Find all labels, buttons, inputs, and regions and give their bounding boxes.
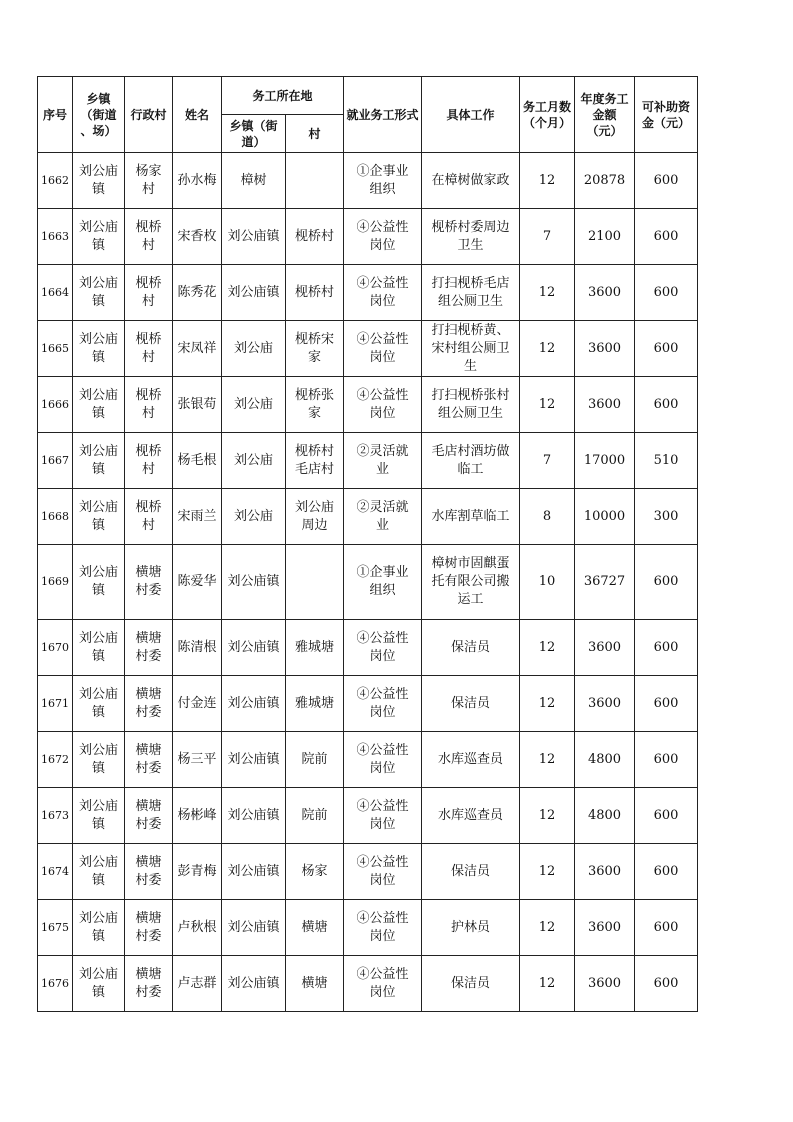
cell-seq: 1673 [38,788,73,844]
cell-job: 毛店村酒坊做 临工 [422,433,520,489]
cell-subsidy: 600 [635,545,698,620]
cell-name: 宋雨兰 [173,489,222,545]
cell-name: 卢志群 [173,956,222,1012]
cell-subsidy: 600 [635,788,698,844]
cell-loc-town: 刘公庙镇 [222,545,286,620]
cell-town: 刘公庙 镇 [73,209,125,265]
cell-loc-village: 枧桥村 毛店村 [286,433,344,489]
cell-amount: 3600 [575,321,635,377]
cell-name: 杨毛根 [173,433,222,489]
cell-job: 打扫枧桥黄、 宋村组公厕卫 生 [422,321,520,377]
table-row [38,545,698,620]
cell-subsidy: 600 [635,265,698,321]
cell-town: 刘公庙 镇 [73,321,125,377]
cell-amount: 4800 [575,732,635,788]
cell-village: 横塘 村委 [125,788,173,844]
cell-amount: 17000 [575,433,635,489]
cell-amount: 36727 [575,545,635,620]
cell-seq: 1667 [38,433,73,489]
cell-amount: 3600 [575,265,635,321]
cell-loc-town: 刘公庙镇 [222,788,286,844]
cell-job: 水库割草临工 [422,489,520,545]
cell-subsidy: 600 [635,956,698,1012]
cell-seq: 1671 [38,676,73,732]
cell-town: 刘公庙 镇 [73,732,125,788]
table-row [38,620,698,676]
cell-subsidy: 510 [635,433,698,489]
cell-job: 保洁员 [422,956,520,1012]
cell-loc-village [286,545,344,620]
cell-village: 横塘 村委 [125,956,173,1012]
cell-loc-village: 雅城塘 [286,620,344,676]
cell-subsidy: 300 [635,489,698,545]
cell-subsidy: 600 [635,676,698,732]
cell-seq: 1666 [38,377,73,433]
header-form: 就业务工形式 [344,77,422,153]
cell-loc-town: 刘公庙镇 [222,620,286,676]
cell-amount: 2100 [575,209,635,265]
cell-amount: 3600 [575,956,635,1012]
cell-job: 打扫枧桥张村 组公厕卫生 [422,377,520,433]
header-name: 姓名 [173,77,222,153]
cell-village: 横塘 村委 [125,732,173,788]
cell-town: 刘公庙 镇 [73,788,125,844]
cell-months: 12 [520,265,575,321]
cell-subsidy: 600 [635,732,698,788]
table-row [38,377,698,433]
cell-form: ④公益性 岗位 [344,620,422,676]
cell-name: 陈清根 [173,620,222,676]
cell-amount: 10000 [575,489,635,545]
cell-job: 保洁员 [422,676,520,732]
table-row [38,433,698,489]
header-subsidy: 可补助资 金（元） [635,77,698,153]
cell-village: 横塘 村委 [125,900,173,956]
cell-form: ④公益性 岗位 [344,956,422,1012]
cell-loc-village: 雅城塘 [286,676,344,732]
cell-subsidy: 600 [635,900,698,956]
cell-town: 刘公庙 镇 [73,489,125,545]
cell-loc-town: 刘公庙镇 [222,676,286,732]
cell-job: 在樟树做家政 [422,153,520,209]
cell-loc-village: 院前 [286,788,344,844]
header-work-location: 务工所在地 [222,77,344,115]
cell-village: 枧桥 村 [125,489,173,545]
cell-subsidy: 600 [635,321,698,377]
cell-name: 杨彬峰 [173,788,222,844]
cell-loc-village: 枧桥村 [286,265,344,321]
cell-loc-town: 刘公庙镇 [222,209,286,265]
cell-seq: 1672 [38,732,73,788]
cell-loc-village: 横塘 [286,900,344,956]
cell-form: ④公益性 岗位 [344,844,422,900]
table-row [38,732,698,788]
cell-village: 枧桥 村 [125,209,173,265]
cell-town: 刘公庙 镇 [73,900,125,956]
cell-town: 刘公庙 镇 [73,676,125,732]
cell-town: 刘公庙 镇 [73,265,125,321]
header-amount: 年度务工 金额 （元） [575,77,635,153]
cell-town: 刘公庙 镇 [73,956,125,1012]
cell-subsidy: 600 [635,844,698,900]
cell-loc-village: 横塘 [286,956,344,1012]
cell-subsidy: 600 [635,209,698,265]
cell-name: 陈爱华 [173,545,222,620]
cell-village: 杨家 村 [125,153,173,209]
cell-village: 枧桥 村 [125,321,173,377]
cell-town: 刘公庙 镇 [73,844,125,900]
cell-seq: 1669 [38,545,73,620]
cell-town: 刘公庙 镇 [73,545,125,620]
cell-months: 12 [520,377,575,433]
cell-subsidy: 600 [635,153,698,209]
cell-loc-town: 刘公庙 [222,321,286,377]
table-row [38,956,698,1012]
cell-amount: 3600 [575,377,635,433]
employment-subsidy-table [37,76,698,1012]
cell-subsidy: 600 [635,620,698,676]
cell-amount: 3600 [575,676,635,732]
cell-form: ①企事业 组织 [344,153,422,209]
cell-job: 樟树市固麒蛋 托有限公司搬 运工 [422,545,520,620]
cell-form: ④公益性 岗位 [344,732,422,788]
cell-loc-town: 刘公庙镇 [222,732,286,788]
header-loc-village: 村 [286,115,344,153]
cell-months: 12 [520,321,575,377]
cell-seq: 1663 [38,209,73,265]
cell-loc-town: 刘公庙镇 [222,265,286,321]
cell-town: 刘公庙 镇 [73,153,125,209]
cell-months: 7 [520,209,575,265]
cell-loc-town: 刘公庙镇 [222,900,286,956]
cell-loc-town: 刘公庙镇 [222,956,286,1012]
cell-loc-village [286,153,344,209]
header-job: 具体工作 [422,77,520,153]
cell-form: ④公益性 岗位 [344,788,422,844]
cell-loc-village: 枧桥村 [286,209,344,265]
cell-job: 护林员 [422,900,520,956]
cell-loc-town: 刘公庙 [222,377,286,433]
cell-amount: 4800 [575,788,635,844]
cell-months: 12 [520,676,575,732]
cell-village: 枧桥 村 [125,377,173,433]
table-row [38,153,698,209]
cell-seq: 1676 [38,956,73,1012]
cell-form: ④公益性 岗位 [344,900,422,956]
header-seq: 序号 [38,77,73,153]
cell-form: ①企事业 组织 [344,545,422,620]
cell-village: 枧桥 村 [125,433,173,489]
cell-seq: 1674 [38,844,73,900]
table-row [38,209,698,265]
table-body [38,153,698,1012]
cell-loc-town: 刘公庙镇 [222,844,286,900]
header-months: 务工月数 （个月） [520,77,575,153]
cell-form: ②灵活就 业 [344,433,422,489]
table-row [38,265,698,321]
cell-town: 刘公庙 镇 [73,377,125,433]
header-town: 乡镇 （街道 、场） [73,77,125,153]
cell-name: 孙水梅 [173,153,222,209]
table-row [38,489,698,545]
cell-loc-town: 樟树 [222,153,286,209]
cell-job: 保洁员 [422,620,520,676]
cell-seq: 1668 [38,489,73,545]
header-loc-town: 乡镇（街 道） [222,115,286,153]
header-village: 行政村 [125,77,173,153]
cell-months: 10 [520,545,575,620]
cell-form: ④公益性 岗位 [344,321,422,377]
cell-form: ④公益性 岗位 [344,676,422,732]
cell-loc-town: 刘公庙 [222,433,286,489]
cell-seq: 1664 [38,265,73,321]
cell-form: ④公益性 岗位 [344,209,422,265]
cell-months: 12 [520,900,575,956]
cell-name: 卢秋根 [173,900,222,956]
cell-loc-village: 枧桥张 家 [286,377,344,433]
cell-job: 水库巡查员 [422,732,520,788]
cell-seq: 1665 [38,321,73,377]
cell-months: 12 [520,844,575,900]
cell-job: 枧桥村委周边 卫生 [422,209,520,265]
cell-form: ④公益性 岗位 [344,377,422,433]
cell-name: 彭青梅 [173,844,222,900]
table-row [38,676,698,732]
cell-job: 水库巡查员 [422,788,520,844]
cell-loc-village: 杨家 [286,844,344,900]
cell-months: 12 [520,620,575,676]
cell-form: ④公益性 岗位 [344,265,422,321]
cell-months: 12 [520,732,575,788]
cell-name: 杨三平 [173,732,222,788]
cell-months: 7 [520,433,575,489]
cell-seq: 1675 [38,900,73,956]
cell-name: 宋凤祥 [173,321,222,377]
cell-seq: 1662 [38,153,73,209]
table-row [38,844,698,900]
cell-village: 横塘 村委 [125,844,173,900]
cell-town: 刘公庙 镇 [73,620,125,676]
cell-loc-village: 院前 [286,732,344,788]
cell-name: 宋香枚 [173,209,222,265]
cell-village: 横塘 村委 [125,676,173,732]
cell-village: 枧桥 村 [125,265,173,321]
cell-months: 12 [520,956,575,1012]
cell-village: 横塘 村委 [125,620,173,676]
cell-amount: 3600 [575,900,635,956]
cell-loc-village: 枧桥宋 家 [286,321,344,377]
cell-months: 12 [520,788,575,844]
cell-town: 刘公庙 镇 [73,433,125,489]
cell-village: 横塘 村委 [125,545,173,620]
cell-amount: 3600 [575,620,635,676]
cell-form: ②灵活就 业 [344,489,422,545]
cell-amount: 20878 [575,153,635,209]
table-row [38,788,698,844]
cell-name: 付金连 [173,676,222,732]
cell-name: 陈秀花 [173,265,222,321]
cell-subsidy: 600 [635,377,698,433]
table-row [38,900,698,956]
cell-job: 打扫枧桥毛店 组公厕卫生 [422,265,520,321]
cell-loc-village: 刘公庙 周边 [286,489,344,545]
cell-months: 8 [520,489,575,545]
cell-name: 张银苟 [173,377,222,433]
cell-months: 12 [520,153,575,209]
cell-loc-town: 刘公庙 [222,489,286,545]
table-row [38,321,698,377]
cell-seq: 1670 [38,620,73,676]
cell-amount: 3600 [575,844,635,900]
cell-job: 保洁员 [422,844,520,900]
